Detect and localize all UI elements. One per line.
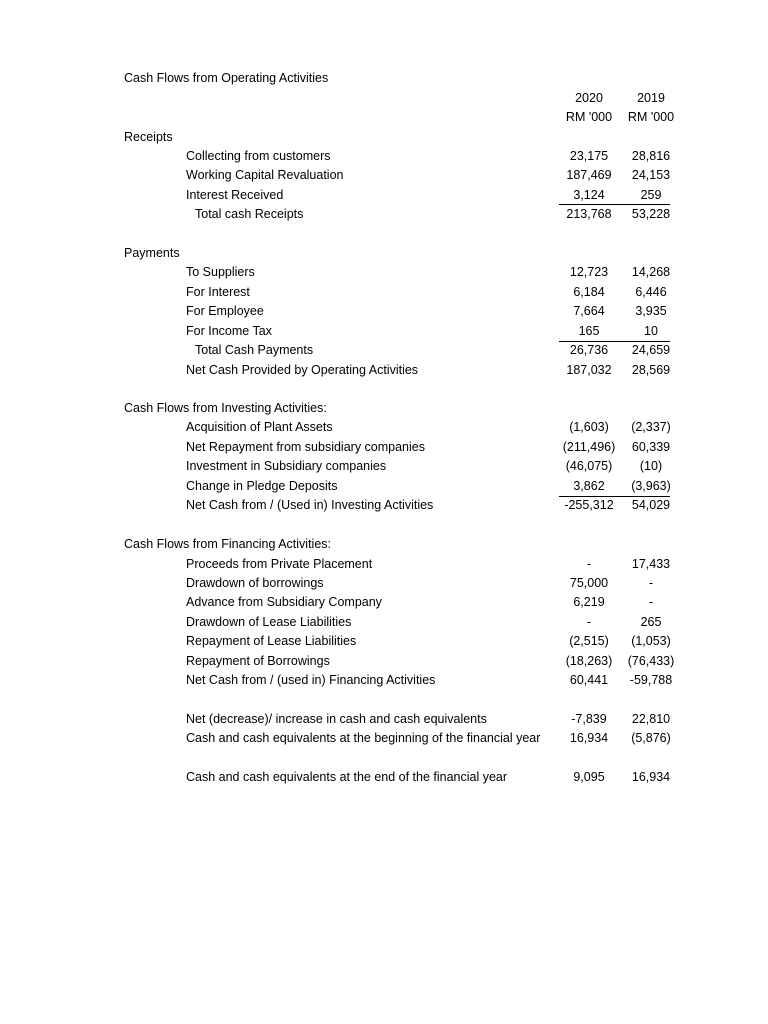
row-label: Drawdown of borrowings [186, 576, 324, 590]
column-unit-2019: RM '000 [627, 110, 675, 124]
subtotal-rule [559, 496, 670, 497]
row-for-interest [0, 283, 768, 302]
value-2020: 3,124 [573, 188, 605, 202]
statement-heading: Cash Flows from Operating Activities [124, 71, 329, 85]
row-net-cash-operating [0, 361, 768, 380]
value-2019: -59,788 [629, 673, 673, 687]
value-2019: 22,810 [631, 712, 671, 726]
value-2019: 16,934 [631, 770, 671, 784]
row-net-cash-investing [0, 496, 768, 515]
row-repayment-borrowings [0, 652, 768, 671]
row-repayment-lease [0, 632, 768, 651]
row-cash-end [0, 768, 768, 787]
value-2019: (2,337) [631, 420, 671, 434]
row-label: Net (decrease)/ increase in cash and cash equivalents [186, 712, 487, 726]
row-label: Total Cash Payments [195, 343, 314, 357]
value-2020: 7,664 [573, 304, 605, 318]
value-2020: 187,469 [566, 168, 612, 182]
row-drawdown-borrowings [0, 574, 768, 593]
row-label: Cash Flows from Financing Activities: [124, 537, 332, 551]
row-label: Drawdown of Lease Liabilities [186, 615, 352, 629]
value-2020: - [586, 557, 592, 571]
value-2019: - [648, 576, 654, 590]
row-label: To Suppliers [186, 265, 255, 279]
row-label: Collecting from customers [186, 149, 331, 163]
section-financing [0, 535, 768, 554]
row-label: For Interest [186, 285, 250, 299]
value-2019: (10) [639, 459, 663, 473]
row-label: Net Repayment from subsidiary companies [186, 440, 425, 454]
value-2020: (211,496) [562, 440, 616, 454]
value-2020: 9,095 [573, 770, 605, 784]
value-2020: 6,219 [573, 595, 605, 609]
row-net-cash-financing [0, 671, 768, 690]
section-receipts [0, 128, 768, 147]
row-drawdown-lease [0, 613, 768, 632]
value-2020: 187,032 [566, 363, 612, 377]
value-2020: -255,312 [564, 498, 614, 512]
row-net-repayment-subsidiary [0, 438, 768, 457]
row-label: Investment in Subsidiary companies [186, 459, 387, 473]
column-year-2019: 2019 [637, 91, 665, 105]
row-to-suppliers [0, 263, 768, 282]
row-interest-received [0, 186, 768, 205]
row-label: Net Cash from / (used in) Financing Activities [186, 673, 436, 687]
value-2019: 28,816 [631, 149, 671, 163]
value-2019: 17,433 [631, 557, 671, 571]
value-2020: - [586, 615, 592, 629]
value-2020: (1,603) [569, 420, 609, 434]
value-2020: 75,000 [569, 576, 609, 590]
row-total-cash-payments [0, 341, 768, 360]
value-2019: 53,228 [631, 207, 671, 221]
row-label: Working Capital Revaluation [186, 168, 344, 182]
value-2020: 165 [578, 324, 600, 338]
value-2020: 3,862 [573, 479, 605, 493]
row-acquisition-plant-assets [0, 418, 768, 437]
value-2020: 6,184 [573, 285, 605, 299]
row-label: Payments [124, 246, 180, 260]
value-2019: (5,876) [631, 731, 671, 745]
row-label: For Income Tax [186, 324, 272, 338]
row-label: Cash and cash equivalents at the end of the financial year [186, 770, 508, 784]
value-2020: (18,263) [565, 654, 613, 668]
column-unit-row [0, 108, 768, 127]
row-label: Receipts [124, 130, 173, 144]
row-label: Acquisition of Plant Assets [186, 420, 333, 434]
value-2020: 60,441 [569, 673, 609, 687]
value-2020: 16,934 [569, 731, 609, 745]
row-for-employee [0, 302, 768, 321]
row-total-cash-receipts [0, 205, 768, 224]
column-year-2020: 2020 [575, 91, 603, 105]
value-2019: 259 [640, 188, 662, 202]
row-change-pledge-deposits [0, 477, 768, 496]
row-label: Repayment of Borrowings [186, 654, 330, 668]
value-2019: 6,446 [635, 285, 667, 299]
subtotal-rule [559, 341, 670, 342]
section-investing [0, 399, 768, 418]
value-2020: (2,515) [569, 634, 609, 648]
row-label: Cash Flows from Investing Activities: [124, 401, 327, 415]
row-net-change-cash [0, 710, 768, 729]
row-proceeds-private-placement [0, 555, 768, 574]
value-2019: 60,339 [631, 440, 671, 454]
row-collecting-from-customers [0, 147, 768, 166]
row-label: Advance from Subsidiary Company [186, 595, 382, 609]
row-cash-beginning [0, 729, 768, 748]
value-2019: 3,935 [635, 304, 667, 318]
row-label: Net Cash Provided by Operating Activities [186, 363, 419, 377]
value-2019: 54,029 [631, 498, 671, 512]
value-2020: 213,768 [566, 207, 612, 221]
value-2019: (1,053) [631, 634, 671, 648]
row-advance-subsidiary [0, 593, 768, 612]
value-2019: 10 [644, 324, 658, 338]
value-2019: 24,153 [631, 168, 671, 182]
row-label: For Employee [186, 304, 264, 318]
row-label: Cash and cash equivalents at the beginning of the financial year [186, 731, 541, 745]
column-unit-2020: RM '000 [565, 110, 613, 124]
row-label: Change in Pledge Deposits [186, 479, 338, 493]
value-2019: 24,659 [631, 343, 671, 357]
row-working-capital-revaluation [0, 166, 768, 185]
value-2019: - [648, 595, 654, 609]
subtotal-rule [559, 204, 670, 205]
statement-heading-row [0, 69, 768, 88]
value-2020: 23,175 [569, 149, 609, 163]
value-2019: 265 [640, 615, 662, 629]
row-label: Proceeds from Private Placement [186, 557, 373, 571]
value-2020: -7,839 [571, 712, 607, 726]
value-2020: 26,736 [569, 343, 609, 357]
value-2020: (46,075) [565, 459, 613, 473]
row-label: Total cash Receipts [195, 207, 304, 221]
row-investment-subsidiary [0, 457, 768, 476]
value-2019: 28,569 [631, 363, 671, 377]
value-2019: (76,433) [627, 654, 675, 668]
row-label: Repayment of Lease Liabilities [186, 634, 357, 648]
value-2019: 14,268 [631, 265, 671, 279]
value-2019: (3,963) [631, 479, 671, 493]
section-payments [0, 244, 768, 263]
value-2020: 12,723 [569, 265, 609, 279]
row-for-income-tax [0, 322, 768, 341]
row-label: Interest Received [186, 188, 284, 202]
row-label: Net Cash from / (Used in) Investing Activities [186, 498, 434, 512]
column-year-row [0, 89, 768, 108]
